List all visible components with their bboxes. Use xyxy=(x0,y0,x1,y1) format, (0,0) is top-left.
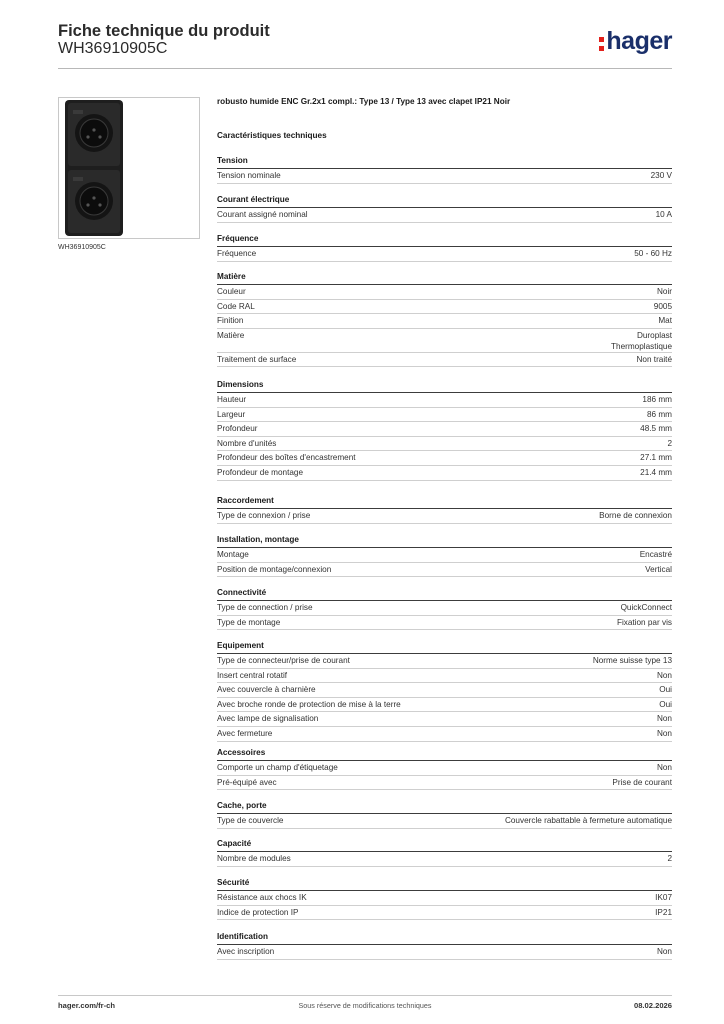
spec-label: Position de montage/connexion xyxy=(217,564,332,574)
logo-dots-icon xyxy=(599,37,604,51)
spec-value xyxy=(657,945,672,959)
spec-value xyxy=(640,466,672,480)
spec-section xyxy=(217,640,672,742)
spec-value xyxy=(657,712,672,726)
spec-row xyxy=(217,654,672,669)
spec-label: Couleur xyxy=(217,287,246,296)
spec-row xyxy=(217,669,672,684)
spec-label: Avec broche ronde de protection de mise à la terre xyxy=(217,699,401,709)
page-footer xyxy=(58,995,672,1020)
spec-label: Profondeur de montage xyxy=(217,467,304,477)
spec-value-text: Duroplast xyxy=(636,330,672,340)
spec-label: Montage xyxy=(217,550,249,559)
spec-row xyxy=(217,563,672,578)
spec-value xyxy=(642,393,672,407)
spec-value-text: Mat xyxy=(658,316,672,326)
spec-value xyxy=(658,314,672,328)
spec-row xyxy=(217,451,672,466)
spec-value xyxy=(657,669,672,683)
spec-value-text: Prise de courant xyxy=(612,777,672,787)
spec-section-title: Fréquence xyxy=(217,233,672,247)
spec-row xyxy=(217,698,672,713)
spec-section-title: Accessoires xyxy=(217,747,672,761)
spec-row xyxy=(217,616,672,631)
spec-row xyxy=(217,852,672,867)
spec-value xyxy=(634,247,672,261)
spec-label: Code RAL xyxy=(217,301,255,311)
spec-row xyxy=(217,814,672,829)
spec-value-text: Couvercle rabattable à fermeture automatique xyxy=(504,816,672,825)
spec-value-text: Noir xyxy=(656,287,672,296)
spec-row xyxy=(217,208,672,223)
spec-row xyxy=(217,712,672,727)
spec-row xyxy=(217,727,672,742)
spec-section-title: Dimensions xyxy=(217,379,672,393)
spec-section-title: Raccordement xyxy=(217,495,672,509)
spec-label: Tension nominale xyxy=(217,171,281,180)
spec-value xyxy=(655,906,672,920)
double-socket-outlet-icon xyxy=(59,98,199,238)
spec-section-title: Identification xyxy=(217,931,672,945)
spec-label: Profondeur xyxy=(217,424,258,434)
spec-label: Type de couvercle xyxy=(217,816,284,825)
specs-title: Caractéristiques techniques xyxy=(217,131,327,140)
spec-value xyxy=(654,300,672,314)
footer-date: 08.02.2026 xyxy=(633,1001,672,1010)
spec-value xyxy=(656,208,672,222)
spec-value-text: Norme suisse type 13 xyxy=(592,656,672,665)
spec-value xyxy=(659,698,672,712)
spec-label: Largeur xyxy=(217,409,246,419)
spec-value xyxy=(667,852,672,866)
spec-section xyxy=(217,379,672,481)
spec-value xyxy=(637,353,673,367)
spec-value xyxy=(645,563,672,577)
spec-value xyxy=(612,776,672,790)
spec-value-text: Non xyxy=(656,670,672,680)
spec-section xyxy=(217,587,672,630)
spec-value xyxy=(599,509,672,523)
spec-value-text: 186 mm xyxy=(642,395,672,404)
spec-label: Nombre d'unités xyxy=(217,438,277,448)
spec-value xyxy=(640,548,672,562)
spec-label: Type de connexion / prise xyxy=(217,511,311,520)
spec-value-text: Fixation par vis xyxy=(616,617,672,627)
spec-value-text: Non xyxy=(656,763,672,772)
spec-label: Avec couvercle à charnière xyxy=(217,685,316,695)
spec-section-title: Capacité xyxy=(217,838,672,852)
spec-row xyxy=(217,422,672,437)
spec-label: Fréquence xyxy=(217,249,257,258)
spec-value-text: IP21 xyxy=(655,907,672,917)
spec-section xyxy=(217,877,672,920)
page-title: Fiche technique du produit xyxy=(58,22,270,40)
spec-value-text: 2 xyxy=(667,438,672,448)
spec-label: Avec lampe de signalisation xyxy=(217,714,319,724)
product-image xyxy=(58,97,200,239)
spec-value-text: Encastré xyxy=(639,550,672,559)
spec-section xyxy=(217,271,672,367)
spec-row xyxy=(217,466,672,481)
spec-section xyxy=(217,233,672,262)
spec-value xyxy=(655,891,672,905)
spec-section-title: Equipement xyxy=(217,640,672,654)
spec-row xyxy=(217,776,672,791)
spec-label: Pré-équipé avec xyxy=(217,777,277,787)
spec-row xyxy=(217,891,672,906)
footer-website-link[interactable]: hager.com/fr-ch xyxy=(58,1001,115,1010)
spec-value-text: Vertical xyxy=(645,564,672,574)
spec-value-text: 50 - 60 Hz xyxy=(634,249,672,258)
spec-section-title: Matière xyxy=(217,271,672,285)
spec-row xyxy=(217,285,672,300)
spec-label: Profondeur des boîtes d'encastrement xyxy=(217,453,356,463)
spec-row xyxy=(217,300,672,315)
spec-row xyxy=(217,314,672,329)
spec-row xyxy=(217,906,672,921)
spec-section-title: Connectivité xyxy=(217,587,672,601)
spec-label: Comporte un champ d'étiquetage xyxy=(217,763,338,772)
spec-section-title: Courant électrique xyxy=(217,194,672,208)
spec-row xyxy=(217,509,672,524)
spec-value xyxy=(611,330,672,352)
spec-label: Type de connecteur/prise de courant xyxy=(217,656,350,665)
spec-value-text: 2 xyxy=(667,854,672,863)
spec-label: Indice de protection IP xyxy=(217,907,299,917)
logo-text: hager xyxy=(606,27,672,55)
spec-value-text: Non xyxy=(656,728,672,738)
product-description: robusto humide ENC Gr.2x1 compl.: Type 13 / Type 13 avec clapet IP21 Noir xyxy=(217,97,511,106)
spec-label: Avec inscription xyxy=(217,947,275,956)
image-caption: WH36910905C xyxy=(58,244,106,251)
spec-value-text: IK07 xyxy=(655,893,672,902)
spec-label: Hauteur xyxy=(217,395,247,404)
spec-section xyxy=(217,534,672,577)
spec-value-text: 9005 xyxy=(653,301,672,311)
spec-value-text: 86 mm xyxy=(646,409,672,419)
spec-value xyxy=(657,727,672,741)
spec-value xyxy=(657,285,672,299)
spec-row xyxy=(217,247,672,262)
product-reference: WH36910905C xyxy=(58,40,168,57)
spec-value xyxy=(667,437,672,451)
spec-label: Traitement de surface xyxy=(217,354,297,364)
spec-value xyxy=(640,422,672,436)
spec-row xyxy=(217,761,672,776)
spec-value-text: 10 A xyxy=(655,210,672,219)
spec-section xyxy=(217,931,672,960)
spec-value xyxy=(617,616,672,630)
spec-value-text: Non xyxy=(656,714,672,724)
spec-label: Avec fermeture xyxy=(217,728,273,738)
footer-disclaimer: Sous réserve de modifications techniques xyxy=(298,1001,432,1010)
spec-row xyxy=(217,437,672,452)
spec-section-title: Tension xyxy=(217,155,672,169)
spec-label: Type de connection / prise xyxy=(217,603,313,612)
spec-value xyxy=(640,451,672,465)
spec-value-text-2: Thermoplastique xyxy=(611,341,672,351)
spec-section xyxy=(217,800,672,829)
spec-value-text: Non xyxy=(656,947,672,956)
spec-section xyxy=(217,838,672,867)
spec-row xyxy=(217,329,672,353)
spec-row xyxy=(217,169,672,184)
spec-section-title: Cache, porte xyxy=(217,800,672,814)
spec-section xyxy=(217,495,672,524)
hager-logo xyxy=(599,27,672,55)
spec-value xyxy=(505,814,672,828)
spec-label: Courant assigné nominal xyxy=(217,210,308,219)
spec-value xyxy=(647,408,672,422)
spec-value-text: Borne de connexion xyxy=(599,511,672,520)
spec-label: Type de montage xyxy=(217,617,281,627)
spec-label: Nombre de modules xyxy=(217,854,291,863)
spec-value xyxy=(651,169,672,183)
spec-label: Finition xyxy=(217,316,244,326)
spec-label: Matière xyxy=(217,330,245,340)
spec-row xyxy=(217,945,672,960)
spec-section xyxy=(217,194,672,223)
spec-value-text: 230 V xyxy=(650,171,672,180)
page-header xyxy=(58,20,672,69)
spec-value-text: 27.1 mm xyxy=(640,453,672,463)
spec-value-text: Oui xyxy=(659,699,672,709)
spec-row xyxy=(217,353,672,368)
spec-value-text: 21.4 mm xyxy=(640,467,672,477)
spec-label: Insert central rotatif xyxy=(217,670,288,680)
spec-label: Résistance aux chocs IK xyxy=(217,893,307,902)
spec-section xyxy=(217,155,672,184)
spec-value xyxy=(657,761,672,775)
spec-value-text: Non traité xyxy=(636,354,672,364)
spec-row xyxy=(217,601,672,616)
spec-value-text: QuickConnect xyxy=(620,603,672,612)
spec-section-title: Installation, montage xyxy=(217,534,672,548)
spec-value xyxy=(593,654,672,668)
spec-row xyxy=(217,393,672,408)
spec-section xyxy=(217,747,672,790)
spec-value xyxy=(659,683,672,697)
spec-row xyxy=(217,548,672,563)
spec-value xyxy=(621,601,672,615)
spec-row xyxy=(217,683,672,698)
spec-value-text: 48.5 mm xyxy=(640,424,672,434)
spec-value-text: Oui xyxy=(659,685,672,695)
spec-section-title: Sécurité xyxy=(217,877,672,891)
spec-row xyxy=(217,408,672,423)
